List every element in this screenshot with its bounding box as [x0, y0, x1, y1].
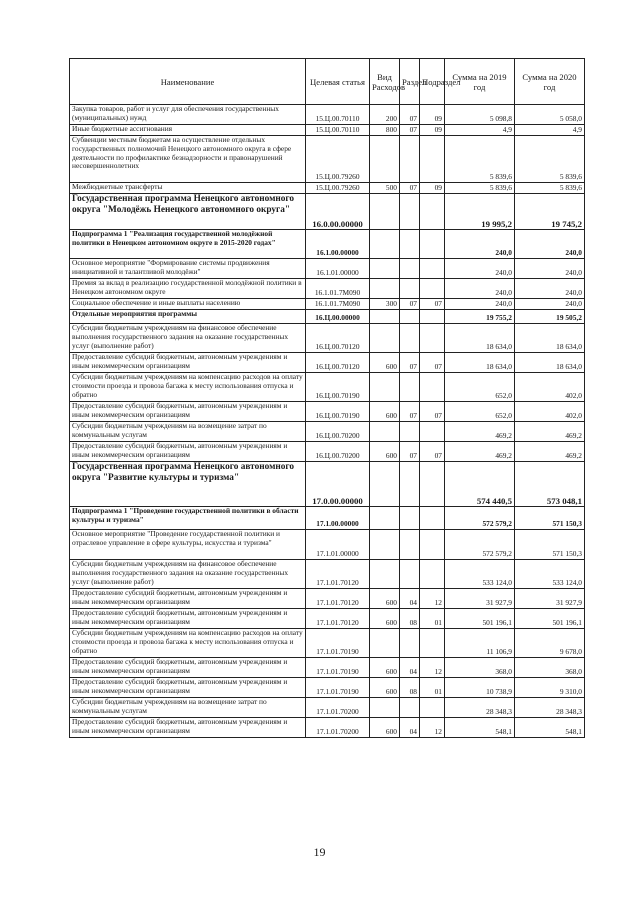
row-sum-2019: 5 098,8 — [445, 105, 515, 125]
table-row — [70, 299, 585, 310]
row-target-article: 17.1.01.70190 — [306, 658, 370, 678]
row-expense-type: 600 — [370, 442, 400, 462]
row-section: 07 — [400, 183, 420, 194]
row-sum-2019: 652,0 — [445, 373, 515, 402]
row-sum-2019: 4,9 — [445, 125, 515, 136]
row-sum-2020: 9 678,0 — [515, 629, 585, 658]
row-sum-2020: 18 634,0 — [515, 324, 585, 353]
row-name: Подпрограмма 1 "Проведение государственной политики в области культуры и туризма" — [70, 507, 306, 530]
header-vid: Вид Расходов — [370, 59, 400, 105]
row-sum-2019: 533 124,0 — [445, 560, 515, 589]
row-expense-type: 600 — [370, 658, 400, 678]
row-target-article: 16.Ц.00.70190 — [306, 402, 370, 422]
header-sum-2019: Сумма на 2019 год — [445, 59, 515, 105]
row-section: 07 — [400, 299, 420, 310]
row-sum-2019: 19 755,2 — [445, 310, 515, 324]
header-razdel: Раздел — [400, 59, 420, 105]
row-target-article: 17.1.01.70120 — [306, 560, 370, 589]
row-sum-2020: 402,0 — [515, 402, 585, 422]
row-expense-type: 600 — [370, 678, 400, 698]
row-sum-2020: 402,0 — [515, 373, 585, 402]
row-sum-2020: 5 839,6 — [515, 183, 585, 194]
row-name: Предоставление субсидий бюджетным, автономным учреждениям и иным некоммерческим организациям — [70, 589, 306, 609]
row-sum-2020: 240,0 — [515, 259, 585, 279]
row-name: Подпрограмма 1 "Реализация государственной молодёжной политики в Ненецком автономном округе в 2015-2020 годах" — [70, 230, 306, 259]
row-subsection: 09 — [420, 105, 445, 125]
row-subsection — [420, 422, 445, 442]
row-sum-2020: 533 124,0 — [515, 560, 585, 589]
header-name: Наименование — [70, 59, 306, 105]
row-target-article: 16.Ц.00.70200 — [306, 422, 370, 442]
row-expense-type: 600 — [370, 589, 400, 609]
row-expense-type — [370, 462, 400, 507]
row-target-article: 16.Ц.00.70190 — [306, 373, 370, 402]
row-subsection — [420, 560, 445, 589]
row-target-article: 17.1.01.70200 — [306, 718, 370, 738]
row-sum-2019: 19 995,2 — [445, 194, 515, 230]
row-target-article: 15.Ц.00.79260 — [306, 183, 370, 194]
table-row — [70, 442, 585, 462]
row-name: Предоставление субсидий бюджетным, автономным учреждениям и иным некоммерческим организациям — [70, 678, 306, 698]
row-section — [400, 462, 420, 507]
header-target: Целевая статья — [306, 59, 370, 105]
row-subsection: 07 — [420, 299, 445, 310]
row-sum-2019: 574 440,5 — [445, 462, 515, 507]
row-subsection: 07 — [420, 402, 445, 422]
row-sum-2020: 9 310,0 — [515, 678, 585, 698]
row-section — [400, 530, 420, 560]
table-body — [70, 105, 585, 738]
row-expense-type — [370, 259, 400, 279]
row-sum-2019: 240,0 — [445, 279, 515, 299]
row-section: 07 — [400, 402, 420, 422]
row-subsection: 01 — [420, 609, 445, 629]
row-sum-2020: 5 058,0 — [515, 105, 585, 125]
table-row — [70, 373, 585, 402]
row-subsection — [420, 324, 445, 353]
row-target-article: 15.Ц.00.79260 — [306, 136, 370, 183]
table-row — [70, 609, 585, 629]
row-sum-2019: 240,0 — [445, 259, 515, 279]
row-target-article: 16.1.01.7М090 — [306, 279, 370, 299]
row-sum-2019: 572 579,2 — [445, 507, 515, 530]
header-sum-2020: Сумма на 2020 год — [515, 59, 585, 105]
table-row — [70, 125, 585, 136]
row-section: 08 — [400, 678, 420, 698]
row-sum-2020: 240,0 — [515, 299, 585, 310]
row-target-article: 15.Ц.00.70110 — [306, 105, 370, 125]
row-sum-2019: 18 634,0 — [445, 353, 515, 373]
row-subsection — [420, 259, 445, 279]
row-expense-type — [370, 373, 400, 402]
row-sum-2019: 548,1 — [445, 718, 515, 738]
row-sum-2019: 5 839,6 — [445, 136, 515, 183]
row-subsection — [420, 698, 445, 718]
table-row — [70, 507, 585, 530]
row-name: Субсидии бюджетным учреждениям на компенсацию расходов на оплату стоимости проезда и провоза багажа к месту использования отпуска и обратно — [70, 629, 306, 658]
row-section — [400, 136, 420, 183]
row-target-article: 17.1.00.00000 — [306, 507, 370, 530]
row-sum-2020: 4,9 — [515, 125, 585, 136]
row-section — [400, 259, 420, 279]
row-target-article: 16.Ц.00.00000 — [306, 310, 370, 324]
row-sum-2019: 31 927,9 — [445, 589, 515, 609]
row-sum-2020: 19 745,2 — [515, 194, 585, 230]
row-subsection — [420, 462, 445, 507]
page-number: 19 — [313, 845, 326, 859]
table-row — [70, 589, 585, 609]
row-section: 07 — [400, 442, 420, 462]
table-row — [70, 194, 585, 230]
row-sum-2020: 18 634,0 — [515, 353, 585, 373]
row-target-article: 17.1.01.70120 — [306, 589, 370, 609]
table-row — [70, 136, 585, 183]
row-name: Иные бюджетные ассигнования — [70, 125, 306, 136]
table-row — [70, 353, 585, 373]
row-section — [400, 324, 420, 353]
row-subsection — [420, 310, 445, 324]
row-name: Предоставление субсидий бюджетным, автономным учреждениям и иным некоммерческим организациям — [70, 402, 306, 422]
row-section — [400, 698, 420, 718]
row-name: Закупка товаров, работ и услуг для обеспечения государственных (муниципальных) нужд — [70, 105, 306, 125]
row-name: Основное мероприятие "Проведение государственной политики и отраслевое управление в сфере культуры, искусства и туризма" — [70, 530, 306, 560]
row-subsection: 07 — [420, 442, 445, 462]
table-row — [70, 530, 585, 560]
row-name: Субсидии бюджетным учреждениям на возмещение затрат по коммунальным услугам — [70, 422, 306, 442]
row-target-article: 17.1.01.70200 — [306, 698, 370, 718]
row-sum-2020: 469,2 — [515, 422, 585, 442]
table-row — [70, 560, 585, 589]
row-expense-type — [370, 136, 400, 183]
row-sum-2020: 368,0 — [515, 658, 585, 678]
row-name: Предоставление субсидий бюджетным, автономным учреждениям и иным некоммерческим организациям — [70, 658, 306, 678]
row-sum-2020: 571 150,3 — [515, 530, 585, 560]
row-expense-type — [370, 698, 400, 718]
row-sum-2020: 573 048,1 — [515, 462, 585, 507]
row-name: Основное мероприятие "Формирование системы продвижения инициативной и талантливой молодёжи" — [70, 259, 306, 279]
row-name: Отдельные мероприятия программы — [70, 310, 306, 324]
row-section — [400, 560, 420, 589]
row-name: Субсидии бюджетным учреждениям на компенсацию расходов на оплату стоимости проезда и провоза багажа к месту использования отпуска и обратно — [70, 373, 306, 402]
row-sum-2020: 240,0 — [515, 230, 585, 259]
row-subsection — [420, 279, 445, 299]
row-subsection: 12 — [420, 718, 445, 738]
table-row — [70, 310, 585, 324]
row-name: Субсидии бюджетным учреждениям на финансовое обеспечение выполнения государственного задания на оказание государственных услуг (выполнение работ) — [70, 324, 306, 353]
row-sum-2019: 5 839,6 — [445, 183, 515, 194]
row-target-article: 16.Ц.00.70120 — [306, 324, 370, 353]
row-section — [400, 230, 420, 259]
row-target-article: 16.1.01.7М090 — [306, 299, 370, 310]
row-name: Субсидии бюджетным учреждениям на возмещение затрат по коммунальным услугам — [70, 698, 306, 718]
row-sum-2019: 501 196,1 — [445, 609, 515, 629]
row-sum-2019: 240,0 — [445, 299, 515, 310]
row-subsection: 12 — [420, 589, 445, 609]
row-sum-2019: 572 579,2 — [445, 530, 515, 560]
row-section: 07 — [400, 105, 420, 125]
row-subsection: 09 — [420, 125, 445, 136]
row-sum-2020: 501 196,1 — [515, 609, 585, 629]
row-expense-type — [370, 324, 400, 353]
row-expense-type — [370, 279, 400, 299]
row-target-article: 16.0.00.00000 — [306, 194, 370, 230]
row-subsection — [420, 373, 445, 402]
row-expense-type: 600 — [370, 718, 400, 738]
row-sum-2019: 240,0 — [445, 230, 515, 259]
row-expense-type — [370, 629, 400, 658]
table-row — [70, 324, 585, 353]
table-row — [70, 183, 585, 194]
row-subsection — [420, 136, 445, 183]
row-sum-2020: 5 839,6 — [515, 136, 585, 183]
row-section — [400, 507, 420, 530]
row-section: 04 — [400, 718, 420, 738]
table-header-row — [70, 59, 585, 105]
row-name: Субвенции местным бюджетам на осуществление отдельных государственных полномочий Ненецкого автономного округа в сфере деятельности по профилактике безнадзорности и правонарушений несовершеннолетних — [70, 136, 306, 183]
row-subsection: 09 — [420, 183, 445, 194]
table-row — [70, 629, 585, 658]
header-podrazdel: Подраздел — [420, 59, 445, 105]
row-sum-2019: 10 738,9 — [445, 678, 515, 698]
row-expense-type: 800 — [370, 125, 400, 136]
row-sum-2020: 469,2 — [515, 442, 585, 462]
table-row — [70, 279, 585, 299]
row-subsection — [420, 530, 445, 560]
table-row — [70, 698, 585, 718]
row-section — [400, 310, 420, 324]
row-section: 04 — [400, 589, 420, 609]
row-target-article: 17.0.00.00000 — [306, 462, 370, 507]
row-sum-2020: 548,1 — [515, 718, 585, 738]
row-target-article: 17.1.01.70190 — [306, 678, 370, 698]
row-expense-type — [370, 422, 400, 442]
row-subsection: 07 — [420, 353, 445, 373]
table-row — [70, 422, 585, 442]
row-sum-2020: 240,0 — [515, 279, 585, 299]
row-name: Социальное обеспечение и иные выплаты населению — [70, 299, 306, 310]
row-section — [400, 629, 420, 658]
row-expense-type: 500 — [370, 183, 400, 194]
row-expense-type — [370, 310, 400, 324]
row-sum-2019: 11 106,9 — [445, 629, 515, 658]
row-section: 08 — [400, 609, 420, 629]
row-expense-type — [370, 530, 400, 560]
row-sum-2019: 18 634,0 — [445, 324, 515, 353]
row-name: Предоставление субсидий бюджетным, автономным учреждениям и иным некоммерческим организациям — [70, 353, 306, 373]
row-target-article: 17.1.01.00000 — [306, 530, 370, 560]
row-subsection — [420, 507, 445, 530]
row-expense-type — [370, 560, 400, 589]
row-target-article: 16.1.01.00000 — [306, 259, 370, 279]
row-target-article: 16.Ц.00.70200 — [306, 442, 370, 462]
row-expense-type: 200 — [370, 105, 400, 125]
row-subsection — [420, 194, 445, 230]
row-name: Субсидии бюджетным учреждениям на финансовое обеспечение выполнения государственного задания на оказание государственных услуг (выполнение работ) — [70, 560, 306, 589]
table-row — [70, 230, 585, 259]
row-target-article: 17.1.01.70120 — [306, 609, 370, 629]
row-target-article: 17.1.01.70190 — [306, 629, 370, 658]
row-subsection: 01 — [420, 678, 445, 698]
row-section: 07 — [400, 125, 420, 136]
table-row — [70, 678, 585, 698]
row-target-article: 15.Ц.00.70110 — [306, 125, 370, 136]
row-name: Межбюджетные трансферты — [70, 183, 306, 194]
table-row — [70, 402, 585, 422]
row-sum-2019: 28 348,3 — [445, 698, 515, 718]
row-sum-2020: 31 927,9 — [515, 589, 585, 609]
row-target-article: 16.Ц.00.70120 — [306, 353, 370, 373]
row-name: Предоставление субсидий бюджетным, автономным учреждениям и иным некоммерческим организациям — [70, 718, 306, 738]
row-sum-2020: 571 150,3 — [515, 507, 585, 530]
row-name: Государственная программа Ненецкого автономного округа "Развитие культуры и туризма" — [70, 462, 306, 507]
row-name: Предоставление субсидий бюджетным, автономным учреждениям и иным некоммерческим организациям — [70, 609, 306, 629]
table-row — [70, 462, 585, 507]
row-section: 04 — [400, 658, 420, 678]
row-section: 07 — [400, 353, 420, 373]
row-expense-type: 300 — [370, 299, 400, 310]
row-name: Премия за вклад в реализацию государственной молодёжной политики в Ненецком автономном округе — [70, 279, 306, 299]
row-name: Предоставление субсидий бюджетным, автономным учреждениям и иным некоммерческим организациям — [70, 442, 306, 462]
row-expense-type — [370, 194, 400, 230]
row-expense-type — [370, 230, 400, 259]
table-row — [70, 718, 585, 738]
row-sum-2019: 368,0 — [445, 658, 515, 678]
row-subsection — [420, 230, 445, 259]
row-sum-2019: 652,0 — [445, 402, 515, 422]
row-expense-type: 600 — [370, 609, 400, 629]
row-sum-2019: 469,2 — [445, 442, 515, 462]
table-row — [70, 105, 585, 125]
row-target-article: 16.1.00.00000 — [306, 230, 370, 259]
row-section — [400, 279, 420, 299]
row-section — [400, 373, 420, 402]
row-expense-type — [370, 507, 400, 530]
row-section — [400, 422, 420, 442]
table-row — [70, 259, 585, 279]
table-row — [70, 658, 585, 678]
row-subsection — [420, 629, 445, 658]
row-subsection: 12 — [420, 658, 445, 678]
budget-table — [69, 58, 585, 738]
row-name: Государственная программа Ненецкого автономного округа "Молодёжь Ненецкого автономного округа" — [70, 194, 306, 230]
row-expense-type: 600 — [370, 402, 400, 422]
row-sum-2020: 19 505,2 — [515, 310, 585, 324]
row-section — [400, 194, 420, 230]
row-sum-2019: 469,2 — [445, 422, 515, 442]
row-expense-type: 600 — [370, 353, 400, 373]
row-sum-2020: 28 348,3 — [515, 698, 585, 718]
